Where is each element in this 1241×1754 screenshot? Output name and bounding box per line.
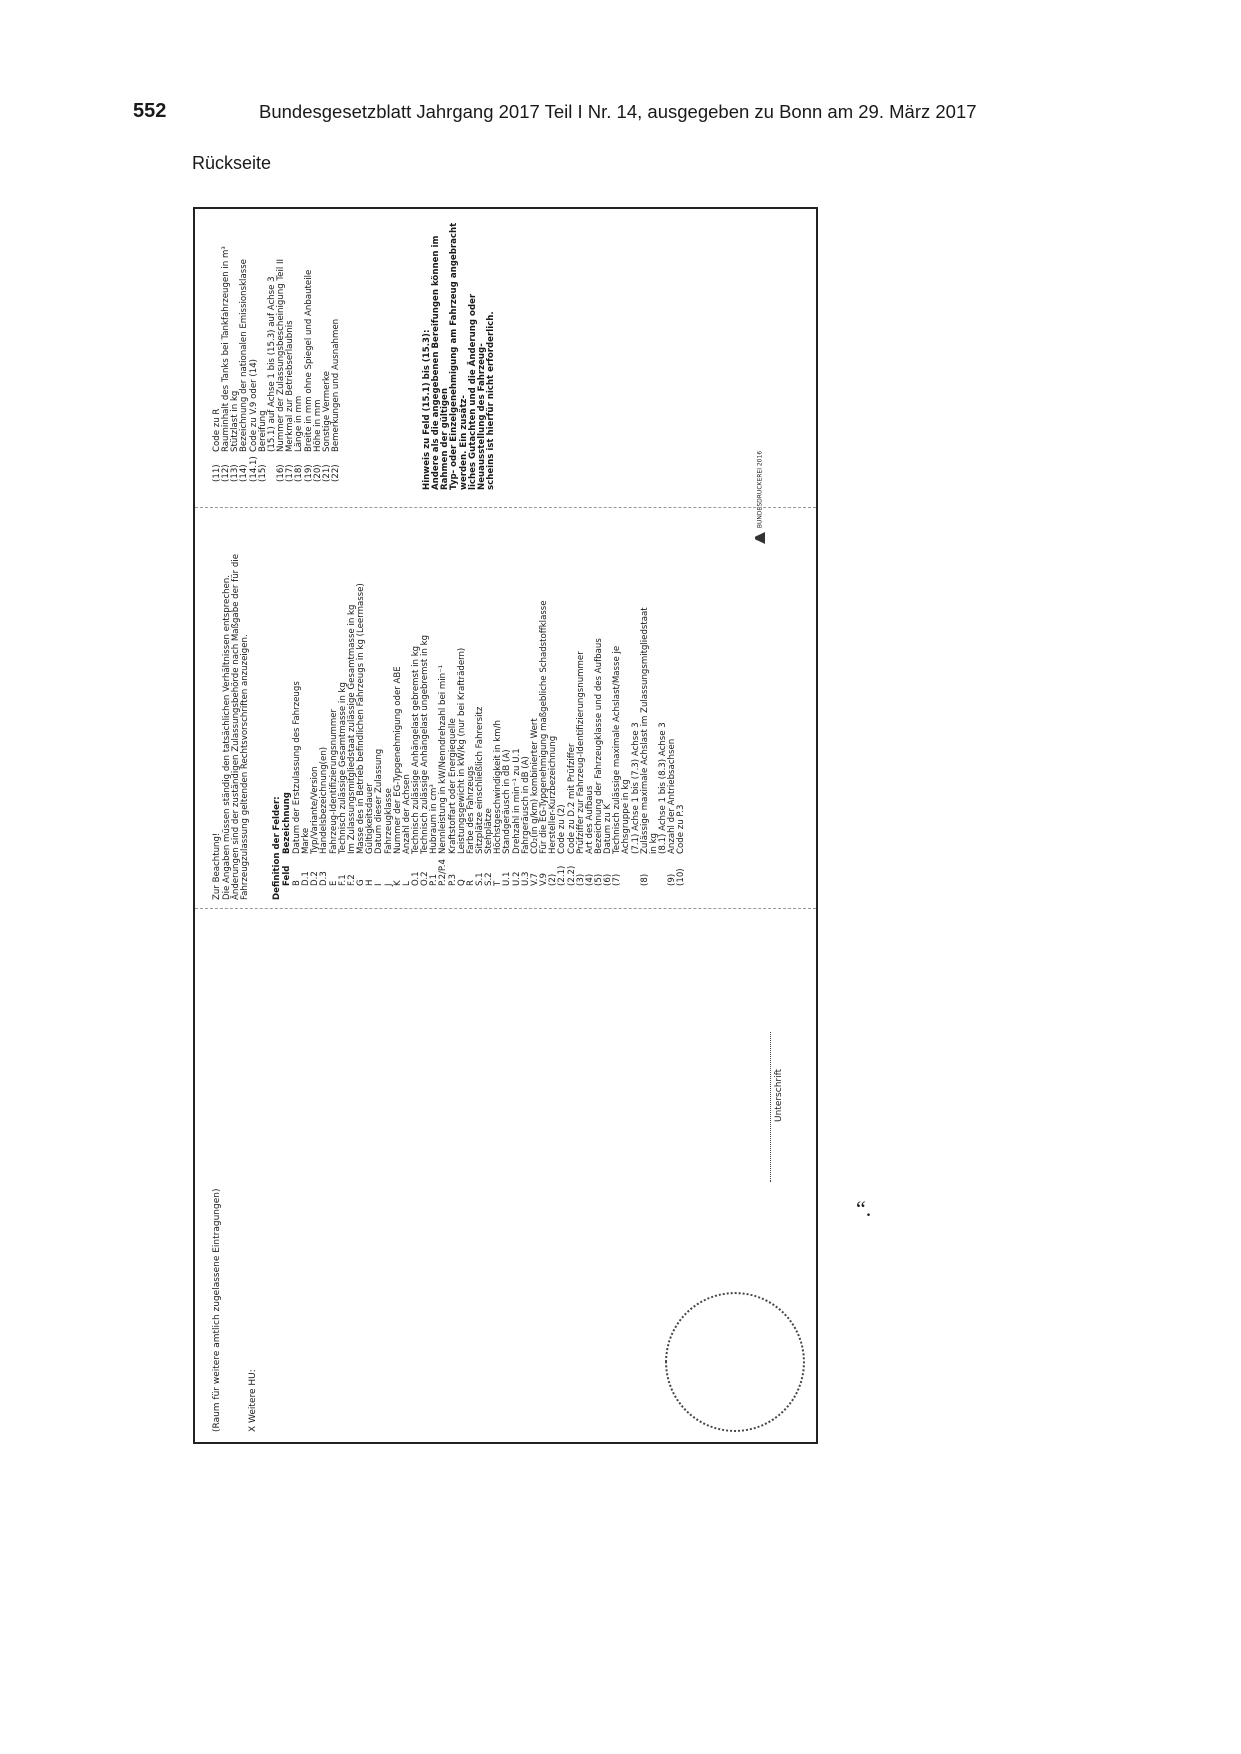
signature-line: [770, 1032, 771, 1182]
field-description: Für die EG-Typgenehmigung maßgebliche Schadstoffklasse: [539, 600, 550, 854]
page-number: 552: [133, 100, 167, 122]
field-description: Handelsbezeichnung(en): [319, 746, 330, 854]
field-description: Höhe in mm: [312, 399, 323, 452]
signature-label: Unterschrift: [774, 1068, 784, 1122]
field-code: (13): [230, 464, 241, 482]
field-row: [332, 319, 341, 482]
field-description: Nennleistung in kW/Nenndrehzahl bei min⁻¹: [438, 664, 449, 854]
hu-label: X Weitere HU:: [248, 1369, 258, 1432]
printer-logo-icon: [755, 532, 765, 544]
document-frame: [193, 207, 818, 1444]
field-description: Hersteller-Kurzbezeichnung: [548, 735, 559, 854]
field-code: D.2: [310, 871, 321, 886]
field-code: (8): [639, 873, 650, 886]
field-description: Nummer der EG-Typgenehmigung oder ABE: [392, 666, 403, 854]
page-header-title: Bundesgesetzblatt Jahrgang 2017 Teil I Nr. 14, ausgegeben zu Bonn am 29. März 2017: [259, 101, 977, 122]
field-description: Standgeräusch in dB (A): [502, 749, 513, 854]
field-code: U.3: [520, 871, 531, 886]
hinweis-line: Typ- oder Einzelgenehmigung am Fahrzeug angebracht werden. Ein zusätz-: [449, 222, 469, 490]
field-description: Farbe des Fahrzeugs: [465, 766, 476, 854]
hinweis-line: liches Gutachten und die Änderung oder Neuausstellung des Fahrzeug-: [467, 293, 487, 490]
field-description: Gültigkeitsdauer: [365, 783, 376, 854]
field-description: Leistungsgewicht in kW/kg (nur bei Krafträdern): [456, 647, 467, 854]
field-description: Prüfziffer zur Fahrzeug-Identifizierungsnummer: [575, 651, 586, 854]
field-code: (4): [584, 873, 595, 886]
field-code: Q: [456, 879, 467, 886]
field-code: S.1: [475, 872, 485, 886]
field-code: (6): [603, 873, 614, 886]
field-description: Merkmal zur Betriebserlaubnis: [285, 320, 296, 452]
field-code: (19): [303, 464, 314, 482]
definition-title: Definition der Felder:: [272, 796, 282, 900]
field-code: G: [356, 879, 367, 886]
field-description: Hubraum in cm³: [429, 784, 440, 854]
field-code: O.2: [420, 871, 431, 886]
panel-felder-fortsetzung: [195, 212, 816, 502]
hinweis-line: Andere als die angegebenen Bereifungen können im Rahmen der gültigen: [431, 235, 451, 490]
field-code: H: [365, 879, 376, 886]
stamp-circle: [665, 1292, 805, 1432]
field-description: Achsgruppe in kg: [621, 779, 632, 854]
field-description: Technisch zulässige Anhängelast ungebremst in kg: [420, 634, 431, 854]
field-code: (17): [285, 464, 296, 482]
closing-quote: “.: [856, 1196, 872, 1221]
field-description: Code zu D.2 mit Prüfziffer: [566, 743, 577, 854]
field-code: K: [392, 880, 403, 886]
field-code: (16): [276, 464, 287, 482]
hinweis-line: Hinweis zu Feld (15.1) bis (15.3):: [422, 329, 432, 490]
field-code: S.2: [484, 872, 495, 886]
beachtung-line: Die Angaben müssen ständig den tatsächlichen Verhältnissen entsprechen.: [222, 575, 232, 900]
field-code: (22): [330, 464, 341, 482]
field-code: F.1: [337, 874, 348, 886]
field-code: V.7: [529, 873, 540, 886]
fold-line: [195, 908, 816, 909]
field-code: (5): [593, 873, 604, 886]
field-row: [293, 681, 302, 886]
raum-label: (Raum für weitere amtlich zugelassene Eintragungen): [212, 1188, 222, 1432]
field-code: D.1: [301, 871, 312, 886]
field-code: (15): [257, 464, 268, 482]
field-code: (10): [676, 868, 687, 886]
rotated-content: [195, 209, 816, 1442]
field-description: Bezeichnung der nationalen Emissionsklasse: [239, 259, 250, 452]
field-description: Breite in mm ohne Spiegel und Anbauteile: [303, 269, 314, 452]
field-code: F.2: [346, 874, 357, 886]
field-description: Masse des in Betrieb befindlichen Fahrzeugs in kg (Leermasse): [356, 583, 367, 854]
field-code: (20): [312, 464, 323, 482]
field-code: O.1: [410, 871, 421, 886]
field-description: Nummer der Zulassungsbescheinigung Teil II: [276, 258, 287, 452]
field-code: (21): [321, 464, 332, 482]
field-code: P.3: [447, 873, 458, 886]
field-description: Kraftstoffart oder Energiequelle: [447, 718, 458, 854]
field-code: J: [383, 883, 394, 886]
field-code: T: [493, 880, 504, 886]
field-code: R: [465, 880, 476, 886]
field-description: in kg: [648, 833, 659, 854]
feld-header: Feld: [282, 865, 292, 886]
panel-eintragungen: [195, 912, 816, 1442]
hinweis-line: scheins ist hierfür nicht erforderlich.: [486, 311, 497, 490]
field-code: (7): [612, 873, 623, 886]
field-description: Fahrgeräusch in dB (A): [520, 756, 531, 854]
field-description: Code zu V.9 oder (14): [248, 358, 259, 452]
field-code: (12): [221, 464, 232, 482]
field-code: V.9: [539, 873, 550, 886]
field-description: Art des Aufbaus: [584, 785, 595, 854]
field-code: (3): [575, 873, 586, 886]
field-description: Drehzahl in min⁻¹ zu U.1: [511, 748, 522, 854]
field-description: Länge in mm: [294, 395, 305, 452]
field-description: Typ/Variante/Version: [310, 766, 321, 854]
beachtung-title: Zur Beachtung!: [212, 832, 222, 900]
field-description: Rauminhalt des Tanks bei Tankfahrzeugen in m³: [221, 246, 232, 452]
field-description: (15.1) auf Achse 1 bis (15.3) auf Achse 3: [266, 276, 277, 452]
field-code: (14): [239, 464, 250, 482]
bezeichnung-header: Bezeichnung: [282, 792, 292, 854]
field-code: (2.2): [566, 865, 577, 886]
field-description: Sitzplätze einschließlich Fahrersitz: [475, 706, 485, 854]
field-code: (2): [548, 873, 559, 886]
field-description: Fahrzeug-Identifizierungsnummer: [328, 708, 339, 854]
field-description: Datum der Erstzulassung des Fahrzeugs: [292, 681, 302, 854]
field-row: [677, 805, 686, 886]
field-description: Marke: [301, 827, 312, 854]
field-description: CO₂(in g/km) kombinierter Wert: [529, 718, 540, 854]
printer-label: BUNDESDRUCKEREI 2016: [756, 450, 764, 529]
field-code: P.2/P.4: [438, 859, 449, 886]
field-description: (8.1) Achse 1 bis (8.3) Achse 3: [658, 722, 668, 854]
field-code: (9): [667, 873, 678, 886]
field-description: Anzahl der Achsen: [401, 774, 412, 854]
fold-line: [195, 507, 816, 508]
field-code: (11): [212, 464, 222, 482]
field-description: Technisch zulässige maximale Achslast/Masse je: [612, 645, 623, 854]
field-code: L: [401, 881, 412, 886]
field-code: U.2: [511, 871, 522, 886]
field-description: Datum dieser Zulassung: [374, 748, 385, 854]
field-code: (2.1): [557, 865, 568, 886]
beachtung-line: Änderungen sind der zuständigen Zulassungsbehörde nach Maßgabe der für die: [231, 553, 241, 900]
section-label: Rückseite: [192, 153, 272, 173]
field-code: (14.1): [248, 456, 259, 482]
field-code: P.1: [429, 873, 440, 886]
field-description: Technisch zulässige Gesamtmasse in kg: [337, 682, 348, 854]
field-description: Bemerkungen und Ausnahmen: [330, 318, 341, 452]
field-description: Bereifung: [257, 410, 268, 452]
field-description: (7.1) Achse 1 bis (7.3) Achse 3: [630, 722, 641, 854]
field-row: [476, 707, 485, 886]
field-description: Sonstige Vermerke: [321, 371, 332, 452]
field-code: U.1: [502, 871, 513, 886]
field-description: Anzahl der Antriebsachsen: [667, 738, 678, 854]
field-description: Stützlast in kg: [230, 390, 241, 452]
hinweis-block: [423, 220, 496, 490]
field-description: Code zu P.3: [676, 804, 687, 854]
field-description: Code zu (2): [557, 804, 568, 854]
field-description: Höchstgeschwindigkeit in km/h: [493, 720, 504, 854]
field-code: I: [374, 883, 385, 886]
field-code: D.3: [319, 871, 330, 886]
field-description: Zulässige maximale Achslast im Zulassungsmitgliedstaat: [639, 607, 650, 854]
field-code: (18): [294, 464, 305, 482]
field-code: B: [292, 880, 302, 886]
field-description: Code zu R: [212, 408, 222, 452]
field-description: Bezeichnung der Fahrzeugklasse und des Aufbaus: [593, 638, 604, 854]
field-description: Im Zulassungsmitgliedstaat zulässige Gesamtmasse in kg: [346, 604, 357, 854]
field-code: E: [328, 880, 339, 886]
field-description: Fahrzeugklasse: [383, 788, 394, 854]
field-description: Datum zu K: [603, 803, 614, 854]
field-description: Technisch zulässige Anhängelast gebremst in kg: [410, 645, 421, 854]
beachtung-line: Fahrzeugzulassung geltenden Rechtsvorschriften anzuzeigen.: [240, 634, 250, 900]
field-description: Stehplätze: [484, 808, 495, 854]
